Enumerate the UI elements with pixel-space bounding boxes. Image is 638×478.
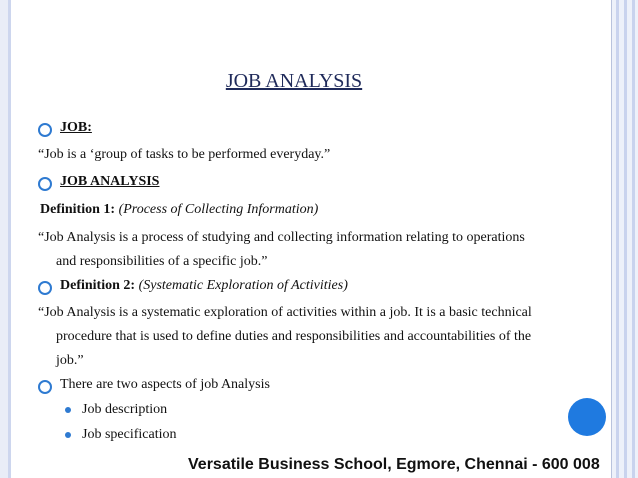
- job-heading: JOB:: [60, 120, 92, 135]
- definition-2-text-line: job.”: [56, 353, 84, 368]
- sub-bullet-icon: [65, 407, 71, 413]
- decorative-circle-icon: [568, 398, 606, 436]
- definition-1-text-line: “Job Analysis is a process of studying and collecting information relating to operations: [38, 230, 525, 245]
- right-frame-line: [624, 0, 627, 478]
- definition-2-subtitle: (Systematic Exploration of Activities): [138, 278, 348, 293]
- bullet-icon: [38, 281, 52, 295]
- definition-1-subtitle: (Process of Collecting Information): [118, 202, 319, 217]
- aspects-intro: There are two aspects of job Analysis: [60, 377, 270, 392]
- footer-text: Versatile Business School, Egmore, Chennai - 600 008: [188, 456, 600, 473]
- definition-1-text: [38, 226, 548, 274]
- right-frame-line: [632, 0, 635, 478]
- definition-2-text-line: “Job Analysis is a systematic exploration of activities within a job. It is a basic technical: [38, 305, 532, 320]
- job-definition: “Job is a ‘group of tasks to be performed everyday.”: [38, 147, 331, 162]
- job-analysis-heading: JOB ANALYSIS: [60, 174, 160, 189]
- right-frame-line: [616, 0, 619, 478]
- definition-2-label: Definition 2:: [60, 278, 136, 293]
- aspect-item: Job specification: [82, 427, 177, 442]
- definition-1-line: [40, 198, 318, 222]
- right-frame: [611, 0, 638, 478]
- bullet-icon: [38, 380, 52, 394]
- sub-bullet-icon: [65, 432, 71, 438]
- definition-1-label: Definition 1:: [40, 202, 116, 217]
- bullet-icon: [38, 177, 52, 191]
- bullet-icon: [38, 123, 52, 137]
- slide-title: JOB ANALYSIS: [225, 70, 363, 92]
- definition-2-text: [38, 301, 548, 373]
- definition-1-text-line: and responsibilities of a specific job.”: [56, 254, 268, 269]
- definition-2-line: [60, 274, 348, 298]
- definition-2-text-line: procedure that is used to define duties and responsibilities and accountabilities of the: [56, 329, 532, 344]
- aspect-item: Job description: [82, 402, 168, 417]
